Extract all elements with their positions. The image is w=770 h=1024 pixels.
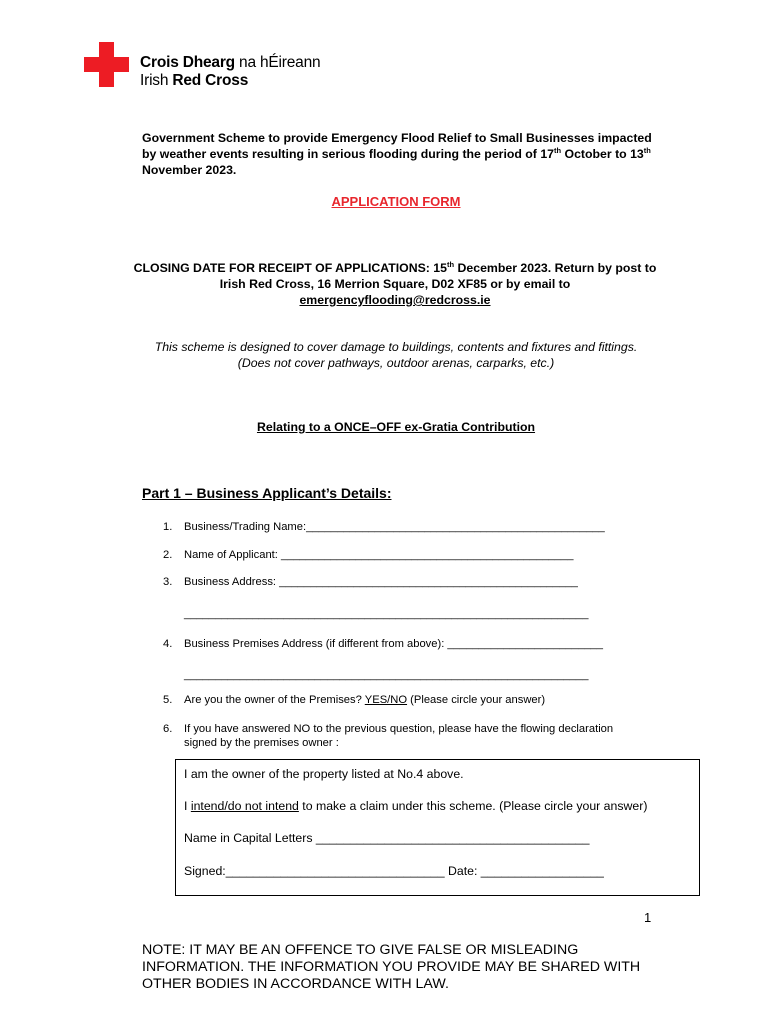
q6-line2: signed by the premises owner :	[184, 737, 339, 749]
q5-text-b: (Please circle your answer)	[407, 694, 546, 706]
business-trading-name-field[interactable]: Business/Trading Name:________________________________________________	[184, 521, 605, 533]
q2-number: 2.	[163, 549, 173, 561]
closing-part-b: December 2023. Return by post to Irish Red Cross, 16 Merrion Square, D02 XF85 or by email to	[219, 261, 657, 291]
q1-number: 1.	[163, 521, 173, 533]
business-address-line2-field[interactable]: _________________________________________________________________	[184, 608, 589, 620]
intro-part-c: November 2023.	[142, 163, 237, 177]
contribution-heading: Relating to a ONCE–OFF ex-Gratia Contribution	[256, 420, 536, 434]
application-form-heading: APPLICATION FORM	[331, 194, 461, 209]
premises-address-field[interactable]: Business Premises Address (if different from above): _________________________	[184, 638, 603, 650]
capital-name-field[interactable]: Name in Capital Letters ________________________________________	[184, 831, 590, 845]
applicant-name-field[interactable]: Name of Applicant: _______________________________________________	[184, 549, 574, 561]
logo-line2-plain: Irish	[140, 72, 173, 89]
email-link[interactable]: emergencyflooding@redcross.ie	[299, 293, 491, 307]
intend-choice[interactable]: intend/do not intend	[190, 799, 299, 813]
premises-address-line2-field[interactable]: _________________________________________________________________	[184, 669, 589, 681]
closing-date-notice	[130, 260, 660, 308]
logo-line2-bold: Red Cross	[172, 72, 249, 89]
intend-text-b: to make a claim under this scheme. (Please circle your answer)	[298, 799, 648, 813]
owner-statement: I am the owner of the property listed at No.4 above.	[184, 767, 464, 781]
q3-number: 3.	[163, 576, 173, 588]
yes-no-choice[interactable]: YES/NO	[364, 694, 408, 706]
intro-part-b: October to 13	[561, 147, 644, 161]
q5-text-a: Are you the owner of the Premises?	[184, 694, 365, 706]
intro-sup-1: th	[554, 145, 562, 155]
legal-note: NOTE: IT MAY BE AN OFFENCE TO GIVE FALSE OR MISLEADING INFORMATION. THE INFORMATION YOU PROVIDE MAY BE SHARED WITH OTHER BODIES IN ACCORDANCE WITH LAW.	[142, 942, 641, 992]
part1-heading: Part 1 – Business Applicant’s Details:	[142, 485, 392, 501]
logo-line1-rest: na hÉireann	[234, 54, 321, 71]
intro-part-a: Government Scheme to provide Emergency Flood Relief to Small Businesses impacted by weather events resulting in serious flooding during the period of 17	[142, 131, 652, 161]
q6-number: 6.	[163, 723, 173, 735]
signature-date-field[interactable]: Signed:________________________________ Date: __________________	[184, 864, 604, 878]
scheme-title	[142, 130, 662, 178]
page-number: 1	[644, 910, 652, 925]
red-cross-logo-icon	[84, 42, 129, 87]
closing-part-a: CLOSING DATE FOR RECEIPT OF APPLICATIONS: 15	[133, 261, 447, 275]
closing-sup: th	[447, 259, 455, 269]
intend-statement	[184, 799, 647, 813]
q5-number: 5.	[163, 694, 173, 706]
logo-line1-bold: Crois Dhearg	[140, 54, 235, 71]
intend-text-a: I	[184, 799, 191, 813]
organisation-name	[140, 54, 320, 90]
scheme-scope-note: This scheme is designed to cover damage to buildings, contents and fixtures and fittings. (Does not cover pathways, outdoor arenas, carparks, etc.)	[154, 340, 638, 370]
q4-number: 4.	[163, 638, 173, 650]
q6-line1: If you have answered NO to the previous question, please have the flowing declaration	[184, 723, 614, 735]
q5-owner-question	[184, 693, 545, 707]
business-address-field[interactable]: Business Address: ________________________________________________	[184, 576, 578, 588]
intro-sup-2: th	[643, 145, 651, 155]
